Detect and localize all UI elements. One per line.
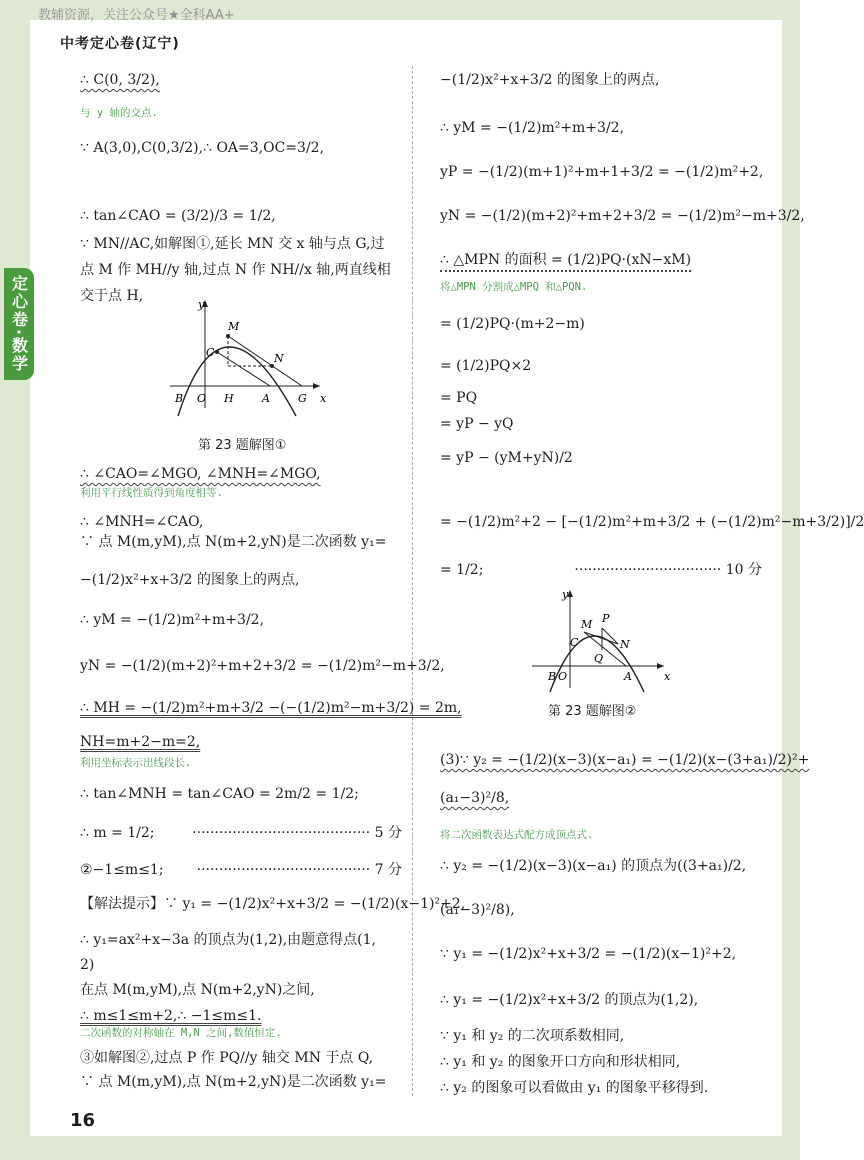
figure-2-caption: 第 23 题解图② [548, 704, 637, 719]
watermark: 教辅资源，关注公众号★全科AA+ [38, 8, 235, 23]
math-line: ∴ tan∠CAO = (3/2)/3 = 1/2, [80, 208, 276, 224]
math-line: ∴ ∠CAO=∠MGO, ∠MNH=∠MGO, [80, 466, 321, 482]
math-line: ∴ tan∠MNH = tan∠CAO = 2m/2 = 1/2; [80, 786, 359, 802]
math-line: = yP − yQ [440, 416, 514, 432]
svg-text:y: y [562, 588, 569, 601]
math-line: ∴ ∠MNH=∠CAO, [80, 514, 204, 530]
svg-text:N: N [620, 638, 630, 651]
svg-text:C: C [206, 346, 215, 359]
math-line: 点 M 作 MH//y 轴,过点 N 作 NH//x 轴,两直线相 [80, 262, 391, 278]
math-line: 2) [80, 957, 95, 973]
svg-text:N: N [274, 352, 284, 365]
math-line: −(1/2)x²+x+3/2 的图象上的两点, [440, 72, 660, 88]
math-line: = (1/2)PQ·(m+2−m) [440, 316, 585, 332]
math-line: −(1/2)x²+x+3/2 的图象上的两点, [80, 572, 300, 588]
annotation-note: 将△MPN 分割成△MPQ 和△PQN. [440, 281, 588, 293]
right-border [782, 0, 800, 1160]
side-tab: 定心卷·数学 [4, 268, 34, 380]
math-line: ∴ y₁ = −(1/2)x²+x+3/2 的顶点为(1,2), [440, 992, 699, 1008]
math-line: = −(1/2)m²+2 − [−(1/2)m²+m+3/2 + (−(1/2)m²−m+3/2)]/2 [440, 514, 864, 530]
math-line: = yP − (yM+yN)/2 [440, 450, 573, 466]
figure-1-caption: 第 23 题解图① [198, 438, 287, 453]
svg-text:G: G [298, 392, 307, 405]
math-line: ∴ y₁ 和 y₂ 的图象开口方向和形状相同, [440, 1054, 681, 1070]
page-number: 16 [70, 1110, 96, 1131]
math-line: 【解法提示】∵ y₁ = −(1/2)x²+x+3/2 = −(1/2)(x−1)²+2, [80, 896, 466, 912]
math-line: = 1/2; [440, 562, 484, 578]
svg-text:M: M [228, 320, 240, 333]
math-line: ∵ y₁ = −(1/2)x²+x+3/2 = −(1/2)(x−1)²+2, [440, 946, 737, 962]
math-line: ∵ MN//AC,如解图①,延长 MN 交 x 轴与点 G,过 [80, 236, 385, 252]
bottom-border [0, 1136, 800, 1160]
math-line: ∴ m = 1/2; [80, 825, 155, 841]
svg-text:x: x [664, 670, 671, 683]
svg-text:x: x [320, 392, 327, 405]
annotation-note: 利用平行线性质得到角度相等. [80, 487, 223, 499]
svg-text:H: H [224, 392, 234, 405]
annotation-note: 与 y 轴的交点. [80, 107, 158, 119]
math-line: ∴ y₂ = −(1/2)(x−3)(x−a₁) 的顶点为((3+a₁)/2, [440, 858, 747, 874]
left-border [0, 0, 30, 1160]
math-line: ∴ C(0, 3/2), [80, 72, 160, 88]
math-line: ③如解图②,过点 P 作 PQ//y 轴交 MN 于点 Q, [80, 1050, 374, 1066]
math-line: ∴ yM = −(1/2)m²+m+3/2, [440, 120, 625, 136]
score-marker: ······································· 7 分 [196, 862, 402, 878]
annotation-note: 利用坐标表示出线段长. [80, 757, 192, 769]
math-line: yP = −(1/2)(m+1)²+m+1+3/2 = −(1/2)m²+2, [440, 164, 764, 180]
svg-text:C: C [570, 636, 579, 649]
math-line: ∴ m≤1≤m+2,∴ −1≤m≤1. [80, 1008, 262, 1024]
figure-2 [532, 588, 672, 688]
annotation-note: 二次函数的对称轴在 M,N 之间,数值恒定. [80, 1027, 282, 1039]
svg-text:O: O [197, 392, 207, 405]
svg-text:A: A [262, 392, 270, 405]
annotation-note: 将二次函数表达式配方成顶点式. [440, 829, 594, 841]
svg-text:A: A [624, 670, 632, 683]
math-line: = (1/2)PQ×2 [440, 358, 532, 374]
svg-text:y: y [198, 298, 205, 311]
svg-text:P: P [602, 612, 610, 625]
math-line: ∴ MH = −(1/2)m²+m+3/2 −(−(1/2)m²−m+3/2) = 2m, [80, 700, 462, 716]
math-line: ∵ y₁ 和 y₂ 的二次项系数相同, [440, 1028, 625, 1044]
math-line: ∴ y₂ 的图象可以看做由 y₁ 的图象平移得到. [440, 1080, 709, 1096]
math-line: (a₁−3)²/8), [440, 902, 515, 918]
math-line: NH=m+2−m=2, [80, 734, 201, 750]
math-line: ∴ △MPN 的面积 = (1/2)PQ·(xN−xM) [440, 250, 691, 272]
math-line: 交于点 H, [80, 288, 144, 304]
column-divider [412, 66, 413, 1096]
math-line: yN = −(1/2)(m+2)²+m+2+3/2 = −(1/2)m²−m+3/2, [440, 208, 805, 224]
series-title: 中考定心卷(辽宁) [60, 36, 180, 52]
math-line: (a₁−3)²/8, [440, 790, 510, 806]
math-line: = PQ [440, 390, 478, 406]
score-marker: ································· 10 分 [574, 562, 762, 578]
math-line: ∵ A(3,0),C(0,3/2),∴ OA=3,OC=3/2, [80, 140, 325, 156]
math-line: 在点 M(m,yM),点 N(m+2,yN)之间, [80, 982, 315, 998]
math-line: ∵ 点 M(m,yM),点 N(m+2,yN)是二次函数 y₁= [80, 534, 387, 550]
math-line: ②−1≤m≤1; [80, 862, 164, 878]
math-line: ∴ yM = −(1/2)m²+m+3/2, [80, 612, 265, 628]
svg-text:O: O [558, 670, 568, 683]
svg-text:M: M [581, 618, 593, 631]
math-line: ∴ y₁=ax²+x−3a 的顶点为(1,2),由题意得点(1, [80, 932, 376, 948]
svg-text:B: B [548, 670, 557, 683]
math-line: (3)∵ y₂ = −(1/2)(x−3)(x−a₁) = −(1/2)(x−(3+a₁)/2)²+ [440, 752, 810, 768]
math-line: yN = −(1/2)(m+2)²+m+2+3/2 = −(1/2)m²−m+3/2, [80, 658, 445, 674]
math-line: ∵ 点 M(m,yM),点 N(m+2,yN)是二次函数 y₁= [80, 1074, 387, 1090]
svg-text:Q: Q [594, 652, 604, 665]
figure-1 [170, 298, 330, 410]
svg-text:B: B [175, 392, 184, 405]
score-marker: ········································ 5 分 [192, 825, 402, 841]
